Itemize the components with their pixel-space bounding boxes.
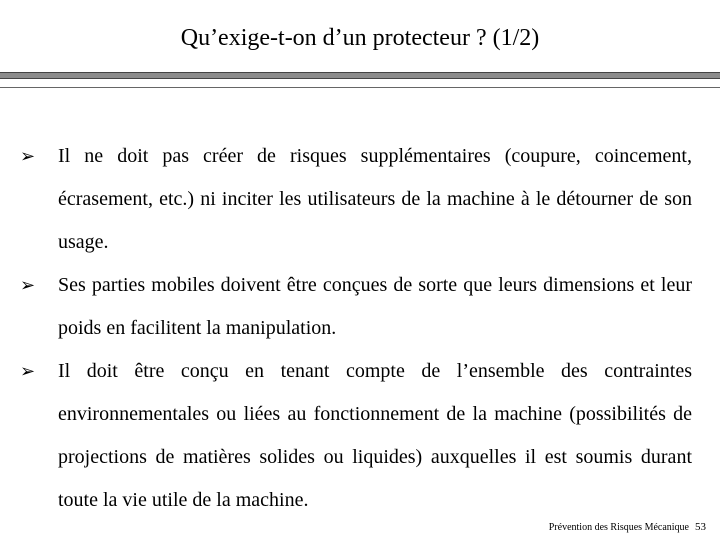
slide-footer <box>549 520 706 535</box>
bullet-text: Il doit être conçu en tenant compte de l’ensemble des contraintes environnementales ou liées au fonctionnement de la machine (possibilités de projections de matières solides ou liquides) auxquelles il est soumis durant toute la vie utile de la machine. <box>58 360 692 511</box>
page-number: 53 <box>695 521 706 533</box>
bullet-text: Ses parties mobiles doivent être conçues de sorte que leurs dimensions et leur poids en facilitent la manipulation. <box>58 274 692 339</box>
bullet-text: Il ne doit pas créer de risques supplémentaires (coupure, coincement, écrasement, etc.) ni inciter les utilisateurs de la machine à le détourner de son usage. <box>58 145 692 253</box>
bullet-item <box>20 350 692 522</box>
footer-title: Prévention des Risques Mécanique <box>548 522 689 533</box>
title-divider-thick <box>0 72 720 79</box>
slide-title: Qu’exige-t-on d’un protecteur ? (1/2) <box>180 25 540 51</box>
bullet-list <box>20 135 692 522</box>
arrow-bullet-icon: ➢ <box>20 275 36 296</box>
title-divider-thin <box>0 87 720 88</box>
bullet-item <box>20 264 692 350</box>
bullet-item <box>20 135 692 264</box>
arrow-bullet-icon: ➢ <box>20 146 36 167</box>
arrow-bullet-icon: ➢ <box>20 361 36 382</box>
